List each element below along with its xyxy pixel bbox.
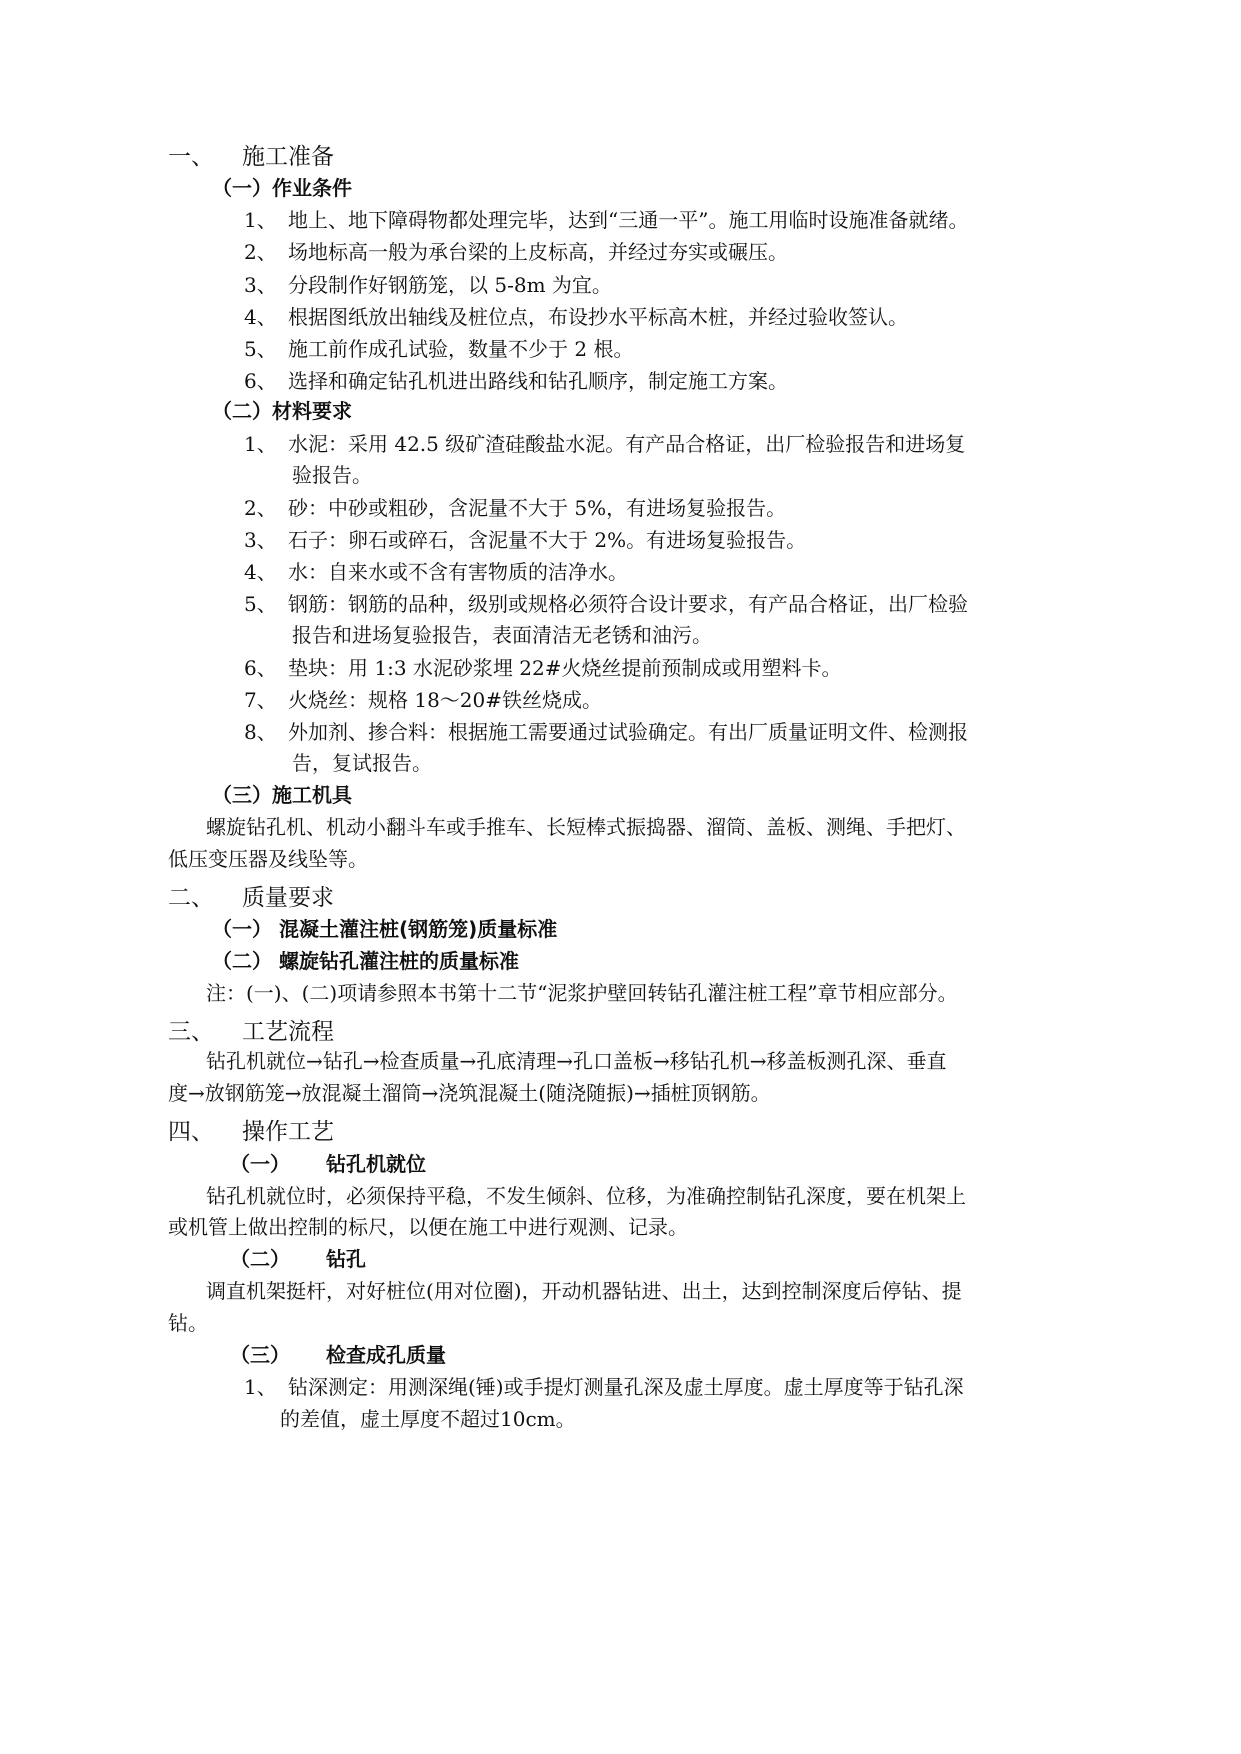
- paragraph-line: 钻。: [168, 1311, 208, 1335]
- subsection-heading: （一） 钻孔机就位: [230, 1152, 426, 1176]
- list-item: 5、 钢筋：钢筋的品种，级别或规格必须符合设计要求，有产品合格证，出厂检验: [244, 592, 968, 616]
- subsection-heading: （三） 检查成孔质量: [230, 1343, 446, 1367]
- paragraph-line: 或机管上做出控制的标尺，以便在施工中进行观测、记录。: [168, 1215, 688, 1239]
- list-item: 1、 地上、地下障碍物都处理完毕，达到“三通一平”。施工用临时设施准备就绪。: [244, 208, 969, 232]
- paragraph-line: 螺旋钻孔机、机动小翻斗车或手推车、长短棒式振捣器、溜筒、盖板、测绳、手把灯、: [206, 815, 966, 839]
- paragraph-line: 钻孔机就位时，必须保持平稳，不发生倾斜、位移，为准确控制钻孔深度，要在机架上: [206, 1184, 966, 1208]
- list-item-continuation: 告，复试报告。: [292, 751, 432, 775]
- paragraph-line: 度→放钢筋笼→放混凝土溜筒→浇筑混凝土(随浇随振)→插桩顶钢筋。: [168, 1081, 771, 1105]
- section-heading: 四、 操作工艺: [168, 1119, 334, 1145]
- section-heading: 二、 质量要求: [168, 885, 334, 911]
- paragraph-line: 低压变压器及线坠等。: [168, 847, 368, 871]
- list-item: 3、 分段制作好钢筋笼，以 5-8m 为宜。: [244, 273, 612, 297]
- list-item: 7、 火烧丝：规格 18～20#铁丝烧成。: [244, 688, 603, 712]
- section-heading: 三、 工艺流程: [168, 1019, 334, 1045]
- list-item: 4、 根据图纸放出轴线及桩位点，布设抄水平标高木桩，并经过验收签认。: [244, 305, 908, 329]
- list-item: 8、 外加剂、掺合料：根据施工需要通过试验确定。有出厂质量证明文件、检测报: [244, 720, 968, 744]
- list-item: 2、 砂：中砂或粗砂，含泥量不大于 5%，有进场复验报告。: [244, 496, 787, 520]
- list-item: 6、 选择和确定钻孔机进出路线和钻孔顺序，制定施工方案。: [244, 369, 788, 393]
- subsection-heading: （二）材料要求: [212, 399, 352, 423]
- subsection-heading: （三）施工机具: [212, 783, 352, 807]
- subsection-heading: （二） 螺旋钻孔灌注桩的质量标准: [212, 949, 519, 973]
- section-heading: 一、 施工准备: [168, 144, 334, 170]
- list-item: 1、 钻深测定：用测深绳(锤)或手提灯测量孔深及虚土厚度。虚土厚度等于钻孔深: [244, 1375, 964, 1399]
- paragraph-line: 钻孔机就位→钻孔→检查质量→孔底清理→孔口盖板→移钻孔机→移盖板测孔深、垂直: [206, 1049, 947, 1073]
- list-item: 3、 石子：卵石或碎石，含泥量不大于 2%。有进场复验报告。: [244, 528, 807, 552]
- list-item: 5、 施工前作成孔试验，数量不少于 2 根。: [244, 337, 634, 361]
- list-item: 6、 垫块：用 1:3 水泥砂浆埋 22#火烧丝提前预制成或用塑料卡。: [244, 656, 842, 680]
- paragraph-line: 调直机架挺杆，对好桩位(用对位圈)，开动机器钻进、出土，达到控制深度后停钻、提: [206, 1279, 962, 1303]
- list-item-continuation: 验报告。: [292, 463, 372, 487]
- list-item-continuation: 报告和进场复验报告，表面清洁无老锈和油污。: [292, 623, 712, 647]
- list-item: 2、 场地标高一般为承台梁的上皮标高，并经过夯实或碾压。: [244, 240, 788, 264]
- subsection-heading: （二） 钻孔: [230, 1247, 366, 1271]
- list-item: 1、 水泥：采用 42.5 级矿渣硅酸盐水泥。有产品合格证，出厂检验报告和进场复: [244, 432, 966, 456]
- subsection-heading: （一） 混凝土灌注桩(钢筋笼)质量标准: [212, 917, 558, 941]
- list-item-continuation: 的差值，虚土厚度不超过10cm。: [280, 1407, 576, 1431]
- subsection-heading: （一）作业条件: [212, 176, 352, 200]
- list-item: 4、 水：自来水或不含有害物质的洁净水。: [244, 560, 628, 584]
- note: 注：(一)、(二)项请参照本书第十二节“泥浆护壁回转钻孔灌注桩工程”章节相应部分。: [206, 981, 958, 1005]
